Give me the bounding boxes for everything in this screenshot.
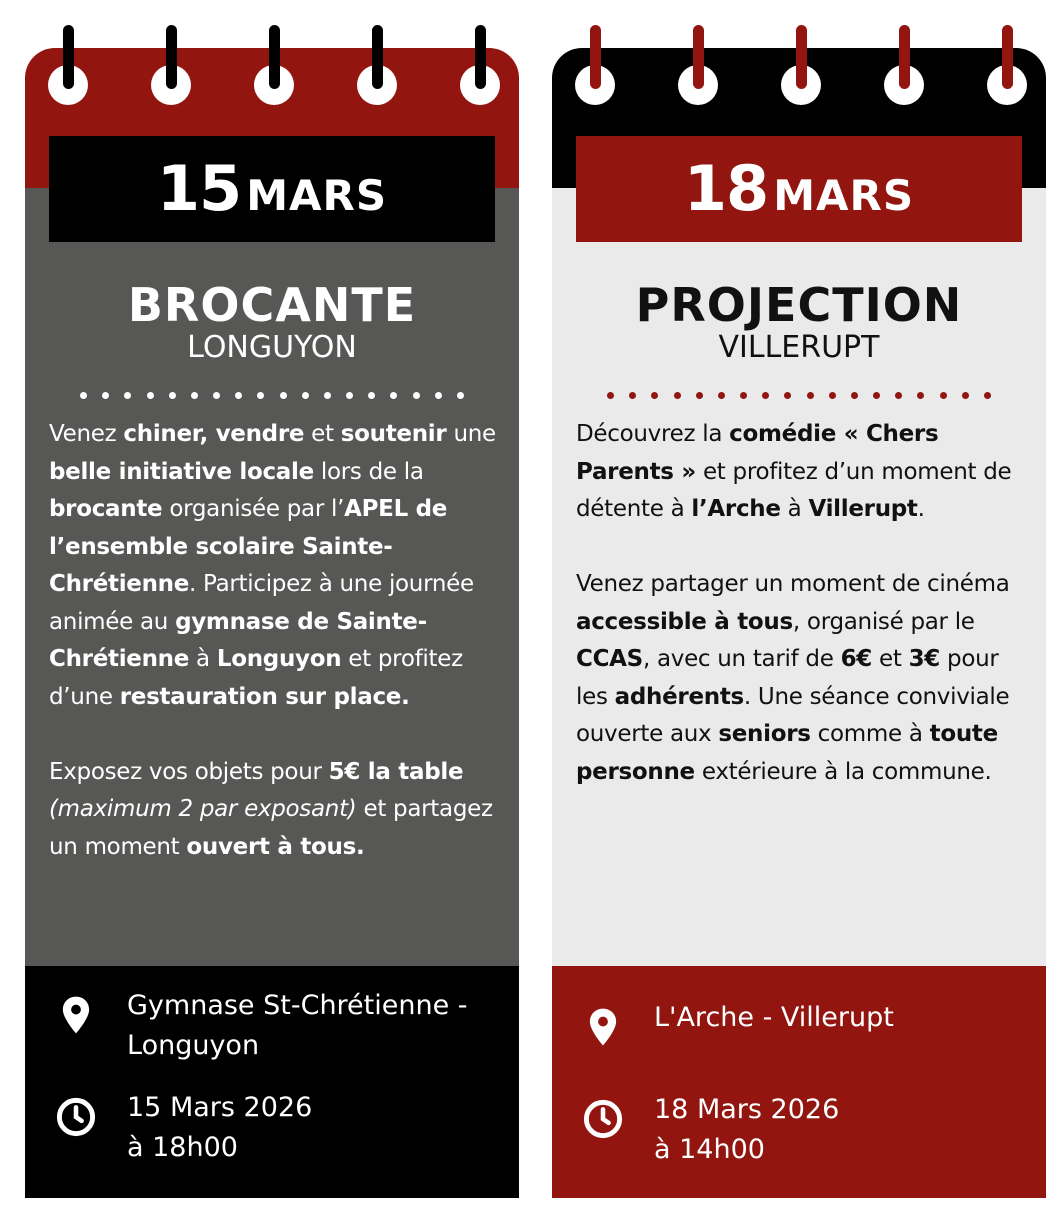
bold-text: belle initiative locale bbox=[49, 458, 314, 485]
text-run: , organisé par le bbox=[792, 608, 975, 635]
binder-ring-hook bbox=[899, 25, 910, 89]
date-banner bbox=[49, 136, 495, 242]
binder-ring-hook bbox=[372, 25, 383, 89]
bold-text: chiner, vendre bbox=[123, 421, 305, 447]
divider-dot bbox=[740, 392, 747, 399]
binder-ring-hook bbox=[590, 25, 601, 89]
binder-ring-hook bbox=[475, 25, 486, 89]
divider-dot bbox=[762, 392, 769, 399]
divider-dot bbox=[651, 392, 658, 399]
text-run: Venez bbox=[49, 421, 124, 447]
event-title: PROJECTION bbox=[635, 278, 963, 332]
divider-dot bbox=[718, 392, 725, 399]
binder-ring-hook bbox=[796, 25, 807, 89]
text-run: . Une séance conviviale ouverte aux bbox=[576, 683, 1010, 747]
divider-dot bbox=[435, 392, 442, 399]
divider-dot bbox=[280, 392, 287, 399]
event-card-brocante bbox=[25, 48, 519, 1198]
description-paragraph-1 bbox=[576, 416, 1026, 529]
divider-dot bbox=[257, 392, 264, 399]
date-month: MARS bbox=[773, 171, 915, 220]
text-run: organisée par l’ bbox=[162, 496, 345, 522]
bold-text: toute personne bbox=[576, 721, 998, 785]
italic-text: (maximum 2 par exposant) bbox=[49, 796, 357, 822]
divider-dot bbox=[213, 392, 220, 399]
divider-dot bbox=[191, 392, 198, 399]
map-pin-icon bbox=[55, 994, 97, 1036]
divider-dot bbox=[390, 392, 397, 399]
divider-dot bbox=[607, 392, 614, 399]
text-run: et partagez un moment bbox=[49, 796, 493, 860]
clock-icon bbox=[55, 1096, 97, 1138]
event-description bbox=[576, 416, 1026, 829]
text-run: Découvrez la bbox=[576, 421, 730, 447]
divider-dot bbox=[235, 392, 242, 399]
event-description bbox=[49, 416, 499, 904]
binder-ring-hook bbox=[269, 25, 280, 89]
date-day: 18 bbox=[683, 152, 769, 225]
binder-ring-hook bbox=[693, 25, 704, 89]
event-city: VILLERUPT bbox=[718, 330, 880, 365]
bold-text: comédie « Chers Parents » bbox=[576, 421, 939, 485]
date-day: 15 bbox=[156, 152, 242, 225]
divider-dot bbox=[984, 392, 991, 399]
text-run: et bbox=[304, 421, 341, 447]
description-paragraph-2 bbox=[576, 566, 1026, 791]
dotted-divider bbox=[607, 392, 991, 402]
event-city: LONGUYON bbox=[187, 330, 357, 365]
divider-dot bbox=[324, 392, 331, 399]
divider-dot bbox=[895, 392, 902, 399]
divider-dot bbox=[457, 392, 464, 399]
description-paragraph-1 bbox=[49, 416, 499, 716]
location-text: Gymnase St-Chrétienne - Longuyon bbox=[127, 990, 468, 1061]
text-run: . Participez à une journée animée au bbox=[49, 571, 474, 635]
dotted-divider bbox=[80, 392, 464, 402]
bold-text: ouvert à tous. bbox=[186, 833, 365, 860]
text-run: et bbox=[872, 646, 909, 672]
bold-text: gymnase de Sainte-Chrétienne bbox=[49, 608, 427, 672]
divider-dot bbox=[302, 392, 309, 399]
datetime-time: à 18h00 bbox=[127, 1132, 238, 1163]
divider-dot bbox=[346, 392, 353, 399]
text-run: extérieure à la commune. bbox=[694, 758, 992, 785]
binder-ring-hook bbox=[1002, 25, 1013, 89]
bold-text: brocante bbox=[49, 496, 163, 522]
divider-dot bbox=[629, 392, 636, 399]
bold-text: Longuyon bbox=[216, 646, 342, 672]
bold-text: seniors bbox=[718, 721, 811, 747]
divider-dot bbox=[102, 392, 109, 399]
datetime-date: 15 Mars 2026 bbox=[127, 1092, 313, 1123]
text-run: . bbox=[917, 496, 925, 522]
bold-text: Villerupt bbox=[808, 496, 918, 522]
text-run: comme à bbox=[810, 721, 930, 747]
text-run: à bbox=[189, 646, 217, 672]
datetime-time: à 14h00 bbox=[654, 1134, 765, 1165]
text-run: une bbox=[446, 421, 496, 447]
text-run: à bbox=[780, 496, 809, 522]
date-month: MARS bbox=[246, 171, 388, 220]
divider-dot bbox=[124, 392, 131, 399]
divider-dot bbox=[413, 392, 420, 399]
text-run: lors de la bbox=[313, 458, 424, 485]
map-pin-icon bbox=[582, 1006, 624, 1048]
bold-text: accessible à tous bbox=[576, 608, 793, 635]
binder-ring-hook bbox=[63, 25, 74, 89]
bold-text: restauration sur place. bbox=[119, 683, 410, 710]
bold-text: adhérents bbox=[614, 683, 744, 710]
datetime-date: 18 Mars 2026 bbox=[654, 1094, 840, 1125]
text-run: pour les bbox=[576, 646, 999, 710]
bold-text: 6€ bbox=[840, 646, 872, 672]
divider-dot bbox=[873, 392, 880, 399]
bold-text: APEL de l’ensemble scolaire Sainte-Chrétienne bbox=[49, 496, 448, 597]
bold-text: 3€ bbox=[908, 646, 941, 672]
divider-dot bbox=[962, 392, 969, 399]
event-title: BROCANTE bbox=[127, 278, 417, 332]
text-run: Venez partager un moment de cinéma bbox=[576, 571, 1010, 597]
clock-icon bbox=[582, 1098, 624, 1140]
divider-dot bbox=[940, 392, 947, 399]
event-card-projection bbox=[552, 48, 1046, 1198]
date-banner bbox=[576, 136, 1022, 242]
bold-text: 5€ la table bbox=[328, 758, 464, 785]
divider-dot bbox=[169, 392, 176, 399]
divider-dot bbox=[807, 392, 814, 399]
divider-dot bbox=[147, 392, 154, 399]
text-run: , avec un tarif de bbox=[642, 646, 841, 672]
text-run: et profitez d’une bbox=[49, 646, 463, 710]
description-paragraph-2 bbox=[49, 754, 499, 867]
divider-dot bbox=[368, 392, 375, 399]
bold-text: soutenir bbox=[340, 421, 447, 447]
divider-dot bbox=[829, 392, 836, 399]
bold-text: l’Arche bbox=[691, 496, 781, 522]
divider-dot bbox=[851, 392, 858, 399]
location-text: L'Arche - Villerupt bbox=[654, 1002, 894, 1033]
divider-dot bbox=[696, 392, 703, 399]
divider-dot bbox=[674, 392, 681, 399]
text-run: Exposez vos objets pour bbox=[49, 758, 329, 785]
bold-text: CCAS bbox=[576, 646, 643, 672]
text-run: et profitez d’un moment de détente à bbox=[576, 458, 1012, 522]
divider-dot bbox=[917, 392, 924, 399]
binder-ring-hook bbox=[166, 25, 177, 89]
divider-dot bbox=[80, 392, 87, 399]
divider-dot bbox=[784, 392, 791, 399]
